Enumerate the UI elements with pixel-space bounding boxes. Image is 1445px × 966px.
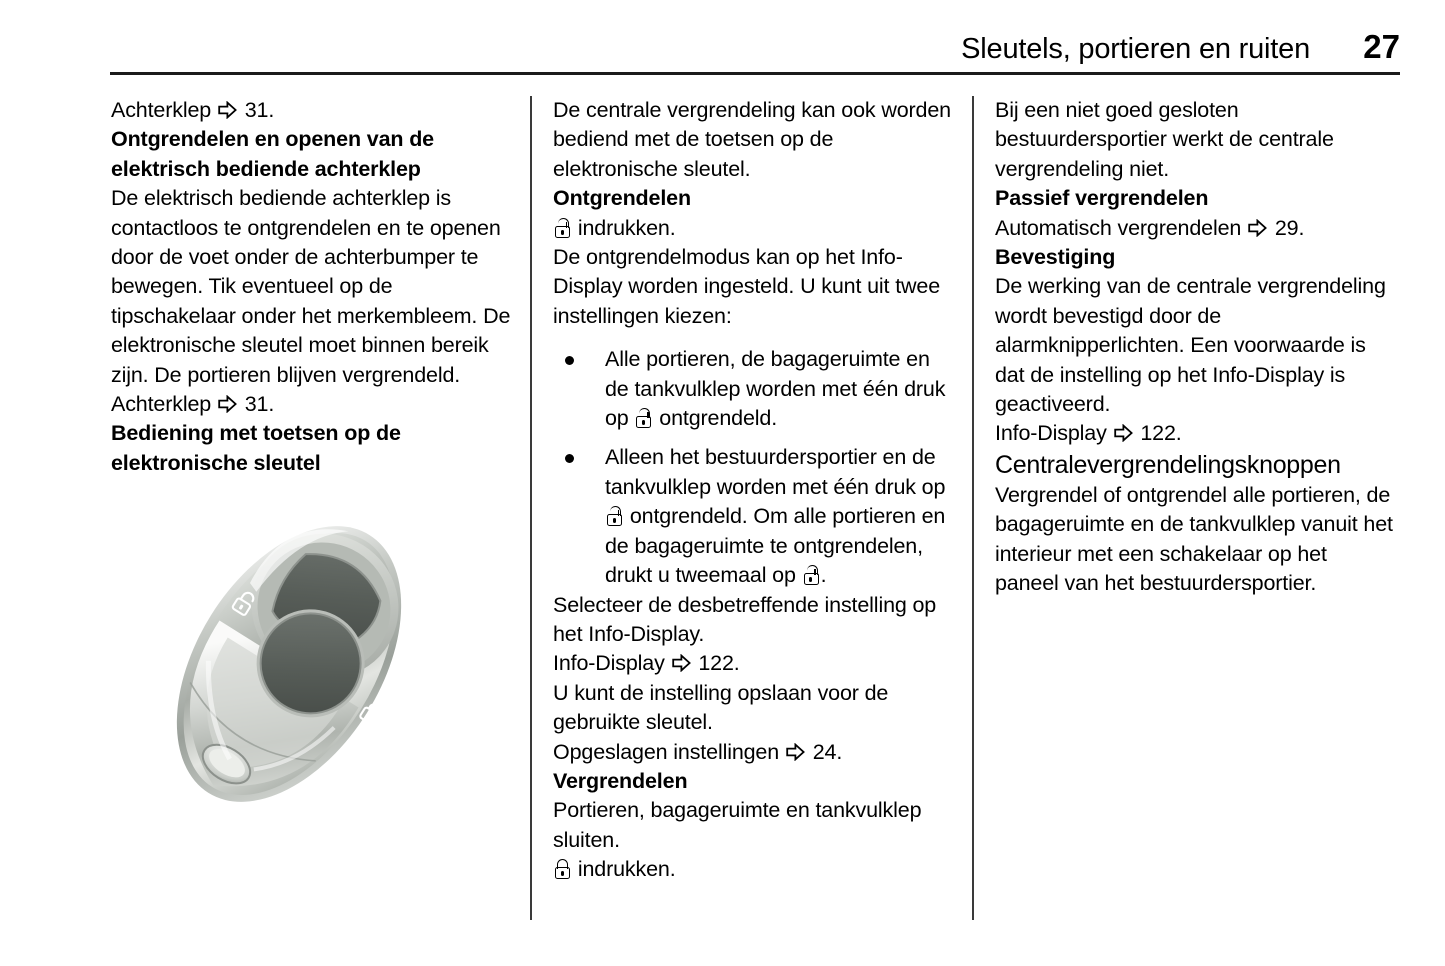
- reference-label: Automatisch vergrendelen: [995, 215, 1242, 240]
- reference-page: 31.: [244, 392, 275, 417]
- bullet-dot: [565, 454, 574, 463]
- header-rule: [110, 72, 1400, 75]
- reference-arrow-icon: [1248, 219, 1267, 237]
- heading-centralevergrendelingsknoppen: Centralevergrendelingsknoppen: [995, 450, 1341, 479]
- line-unlock-indrukken: [553, 214, 953, 243]
- reference-page: 29.: [1274, 215, 1305, 240]
- key-fob-illustration: [119, 504, 459, 839]
- heading-bevestiging: Bevestiging: [995, 245, 1116, 270]
- reference-info-display-2: [995, 419, 1395, 448]
- heading-passief-vergrendelen: Passief vergrendelen: [995, 186, 1209, 211]
- reference-automatisch-vergrendelen: [995, 214, 1395, 243]
- unlock-padlock-icon: [554, 217, 571, 238]
- bullet-text-after: ontgrendeld.: [659, 406, 778, 431]
- line-lock-indrukken: [553, 855, 953, 884]
- line-text: indrukken.: [577, 215, 676, 240]
- reference-page: 24.: [812, 739, 843, 764]
- reference-label: Info-Display: [553, 651, 665, 676]
- reference-label: Opgeslagen instellingen: [553, 739, 780, 764]
- reference-arrow-icon: [1114, 424, 1133, 442]
- page-header: [110, 28, 1400, 76]
- page-title: Sleutels, portieren en ruiten: [961, 33, 1310, 65]
- reference-arrow-icon: [672, 654, 691, 672]
- lock-padlock-icon: [554, 858, 571, 879]
- unlock-mode-list: [553, 345, 953, 590]
- heading-bediening-toetsen: Bediening met toetsen op de elektronische sleutel: [111, 421, 401, 475]
- column-2: [553, 96, 953, 885]
- bullet-text-after: .: [820, 563, 827, 588]
- reference-arrow-icon: [218, 101, 237, 119]
- reference-arrow-icon: [786, 743, 805, 761]
- column-1: [111, 96, 511, 844]
- line-text: indrukken.: [577, 857, 676, 882]
- reference-achterklep-1: [111, 96, 511, 125]
- reference-page: 122.: [698, 651, 740, 676]
- list-item: [553, 345, 953, 433]
- paragraph-bevestiging-alarmknipperlichten: De werking van de centrale vergrendeling wordt bevestigd door de alarmknipperlichten. Een voorwaarde is dat de instelling op het Info-Display is geactiveerd.: [995, 274, 1386, 417]
- heading-vergrendelen: Vergrendelen: [553, 768, 688, 793]
- bullet-text-before: Alle portieren, de bagageruimte en de tankvulklep worden met één druk op: [605, 347, 946, 431]
- heading-ontgrendelen: Ontgrendelen: [553, 186, 691, 211]
- page-number: 27: [1363, 28, 1400, 65]
- heading-ontgrendelen-achterklep: Ontgrendelen en openen van de elektrisch bediende achterklep: [111, 127, 434, 181]
- reference-achterklep-2: [111, 390, 511, 419]
- paragraph-centrale-vergrendeling: De centrale vergrendeling kan ook worden bediend met de toetsen op de elektronische sleutel.: [553, 98, 951, 181]
- column-container: [0, 96, 1445, 926]
- bullet-text-before: Alleen het bestuurdersportier en de tankvulklep worden met één druk op: [605, 445, 946, 499]
- list-item: [553, 443, 953, 590]
- unlock-padlock-icon: [803, 564, 820, 585]
- reference-page: 122.: [1140, 421, 1182, 446]
- unlock-padlock-icon: [606, 505, 623, 526]
- paragraph-vergrendel-ontgrendel-interieur: Vergrendel of ontgrendel alle portieren, de bagageruimte en de tankvulklep vanuit het interieur met een schakelaar op het paneel van het bestuurdersportier.: [995, 482, 1393, 596]
- key-fob-svg: [119, 504, 459, 834]
- column-divider-1: [530, 96, 532, 920]
- unlock-padlock-icon: [635, 407, 652, 428]
- reference-label: Info-Display: [995, 421, 1107, 446]
- bullet-text-mid: ontgrendeld. Om alle portieren en de bagageruimte te ontgrendelen, drukt u tweemaal op: [605, 504, 946, 588]
- paragraph-selecteer-instelling: Selecteer de desbetreffende instelling op het Info-Display.: [553, 592, 937, 646]
- bullet-dot: [565, 356, 574, 365]
- paragraph-achterklep-bediening: De elektrisch bediende achterklep is contactloos te ontgrendelen en te openen door de voet onder de achterbumper te bewegen. Tik eventueel op de tipschakelaar onder het merkembleem. De elektronische sleutel moet binnen bereik zijn. De portieren blijven vergrendeld.: [111, 186, 511, 387]
- reference-label: Achterklep: [111, 98, 212, 122]
- reference-page: 31.: [244, 98, 275, 122]
- paragraph-ontgrendelmodus: De ontgrendelmodus kan op het Info-Display worden ingesteld. U kunt uit twee instellingen kiezen:: [553, 245, 941, 328]
- reference-opgeslagen-instellingen: [553, 738, 953, 767]
- paragraph-instelling-opslaan: U kunt de instelling opslaan voor de gebruikte sleutel.: [553, 680, 889, 735]
- electronic-key-fob-figure: [111, 504, 511, 844]
- paragraph-bestuurdersportier-niet-gesloten: Bij een niet goed gesloten bestuurdersportier werkt de centrale vergrendeling niet.: [995, 98, 1334, 181]
- column-divider-2: [972, 96, 974, 920]
- reference-info-display-1: [553, 649, 953, 678]
- paragraph-portieren-sluiten: Portieren, bagageruimte en tankvulklep sluiten.: [553, 798, 922, 852]
- reference-label: Achterklep: [111, 392, 212, 417]
- reference-arrow-icon: [218, 395, 237, 413]
- column-3: [995, 96, 1395, 599]
